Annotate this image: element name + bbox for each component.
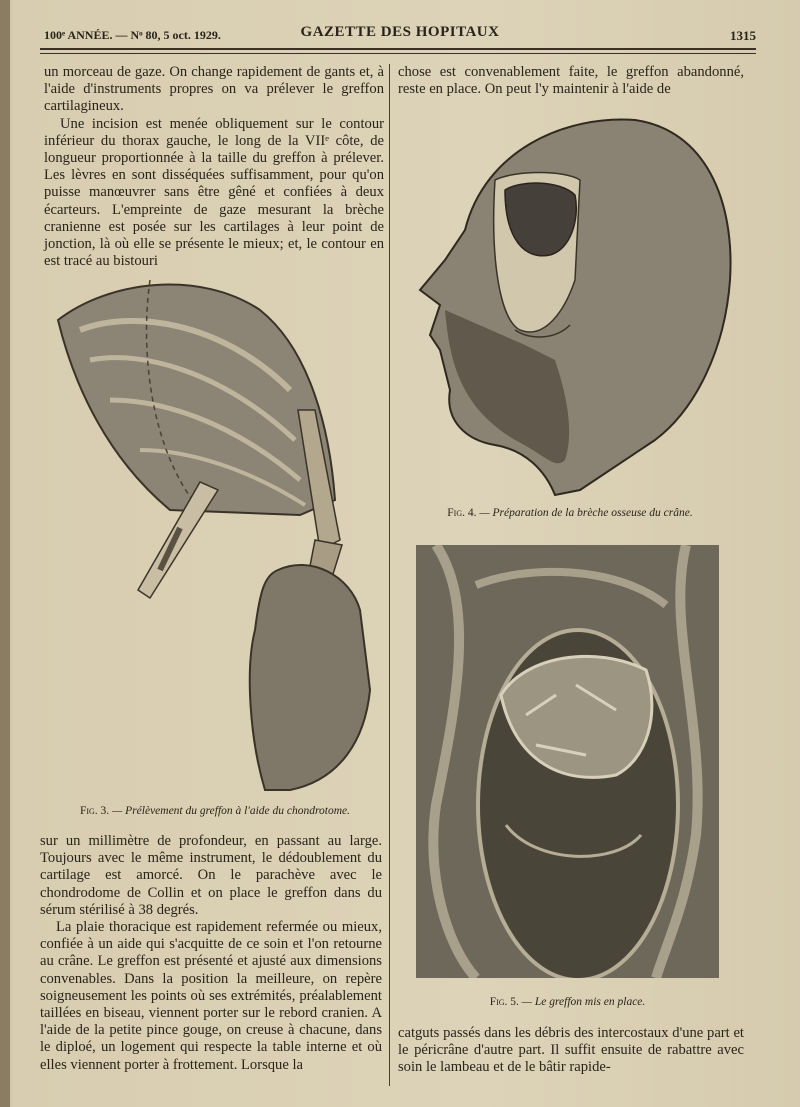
- figure-label: Fig. 4.: [447, 507, 477, 519]
- paragraph: sur un millimètre de profondeur, en passant au large. Toujours avec le même instrument, le dédoublement du cartilage est amorcé. On le parachève avec le chondrodome de Collin et on place le greffon dans du sérum stérilisé à 38 degrés.: [40, 833, 382, 918]
- header-rule-thin: [40, 53, 756, 54]
- journal-title: GAZETTE DES HOPITAUX: [300, 24, 500, 40]
- paragraph: La plaie thoracique est rapidement refermée ou mieux, confiée à un aide qui s'acquitte de ce soin et l'on retourne au crâne. Le greffon est présenté et ajusté aux dimensions convenables. Dans la position la meilleure, on repère soigneusement les points où ses extrémités, préalablement taillées en biseau, viennent porter sur le rebord cranien. A l'aide de la petite pince gouge, on creuse à chacune, dans le diploé, un logement qui respecte la table interne et où elles viennent porter à frottement. Lorsque la: [40, 919, 382, 1073]
- paragraph: catguts passés dans les débris des intercostaux d'une part et le péricrâne d'autre part. Il suffit ensuite de rabattre avec soin le lambeau et de le bâtir rapide-: [398, 1025, 744, 1076]
- right-column-bottom-text: [398, 1025, 744, 1077]
- figure-5-caption: [416, 996, 719, 1008]
- figure-4-head-illustration: [405, 110, 745, 505]
- figure-4-caption: [405, 507, 735, 519]
- page-header: [44, 22, 756, 48]
- header-rule: [40, 48, 756, 50]
- right-column-top-text: [398, 64, 744, 98]
- left-column-top-text: [44, 64, 384, 270]
- paragraph: un morceau de gaze. On change rapidement de gants et, à l'aide d'instruments propres on va prélever le greffon cartilagineux.: [44, 64, 384, 115]
- figure-3-caption: [50, 805, 380, 817]
- column-divider: [389, 64, 390, 1086]
- figure-label: Fig. 5.: [489, 996, 519, 1008]
- left-column-bottom-text: [40, 833, 382, 1074]
- issue-info: 100ᵉ ANNÉE. — Nᵒ 80, 5 oct. 1929.: [44, 28, 221, 42]
- figure-3-chondrotome-illustration: [50, 270, 380, 795]
- binding-edge: [0, 0, 10, 1107]
- figure-caption-text: — Préparation de la brèche osseuse du crâne.: [479, 507, 693, 519]
- figure-5-graft-photograph: [416, 545, 719, 978]
- paragraph: Une incision est menée obliquement sur le contour inférieur du thorax gauche, le long de la VIIᵉ côte, de longueur proportionnée à la taille du greffon à prélever. Les lèvres en sont disséquées suffisamment, pour qu'on puisse manœuvrer sans être gêné et confiées à deux écarteurs. L'empreinte de gaze mesurant la brèche cranienne est posée sur les cartilages à leur point de jonction, là où elle se présente le mieux; et, le contour en est tracé au bistouri: [44, 115, 384, 270]
- figure-label: Fig. 3.: [79, 805, 110, 817]
- paragraph: chose est convenablement faite, le greffon abandonné, reste en place. On peut l'y maintenir à l'aide de: [398, 64, 744, 98]
- page-number: 1315: [730, 28, 756, 43]
- figure-caption-text: — Le greffon mis en place.: [521, 996, 646, 1008]
- figure-caption-text: — Prélèvement du greffon à l'aide du chondrotome.: [112, 805, 351, 817]
